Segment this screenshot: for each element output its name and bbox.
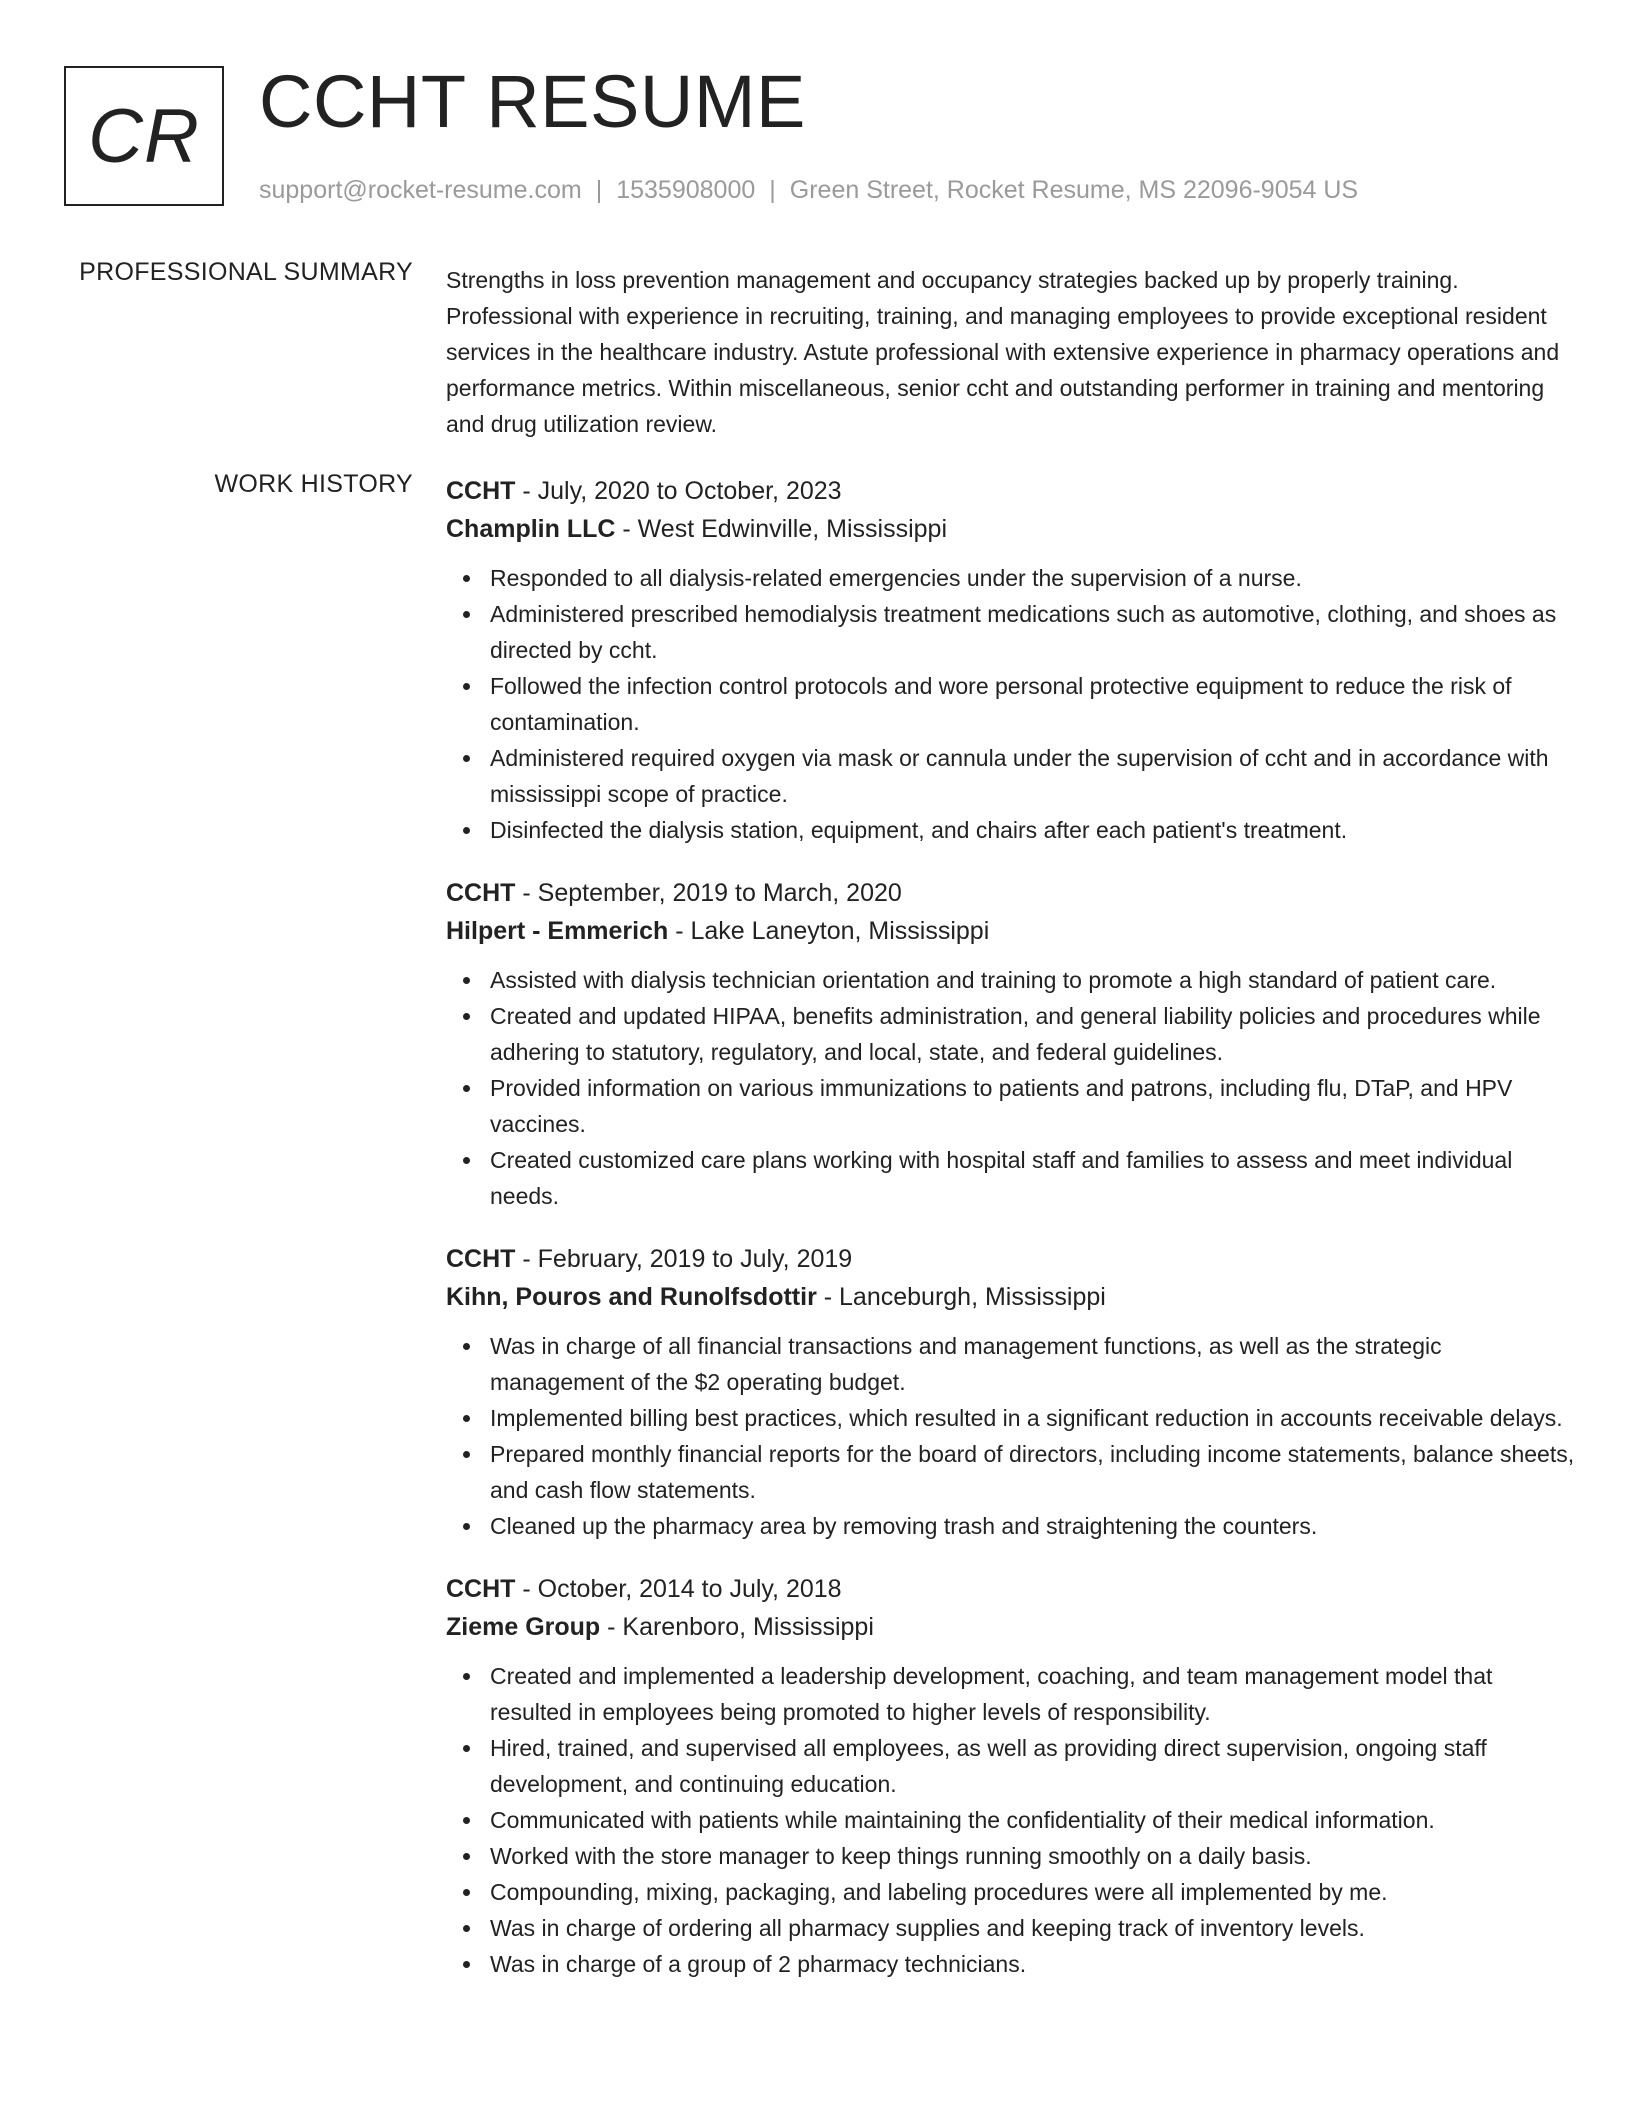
job-bullets — [446, 1328, 1576, 1544]
job-bullet: Implemented billing best practices, which resulted in a significant reduction in accounts receivable delays. — [446, 1400, 1576, 1436]
job-bullet: Provided information on various immunizations to patients and patrons, including flu, DTaP, and HPV vaccines. — [446, 1070, 1576, 1142]
summary-section-label: PROFESSIONAL SUMMARY — [79, 258, 413, 286]
job-bullet: Administered required oxygen via mask or cannula under the supervision of ccht and in accordance with mississippi scope of practice. — [446, 740, 1576, 812]
job-bullet: Compounding, mixing, packaging, and labeling procedures were all implemented by me. — [446, 1874, 1576, 1910]
contact-phone: 1535908000 — [616, 176, 756, 204]
job-bullet: Responded to all dialysis-related emergencies under the supervision of a nurse. — [446, 560, 1576, 596]
job-bullet: Created and implemented a leadership development, coaching, and team management model that resulted in employees being promoted to higher levels of responsibility. — [446, 1658, 1576, 1730]
job-bullet: Worked with the store manager to keep things running smoothly on a daily basis. — [446, 1838, 1576, 1874]
job-bullets — [446, 1658, 1576, 1982]
job-bullet: Was in charge of all financial transactions and management functions, as well as the strategic management of the $2 operating budget. — [446, 1328, 1576, 1400]
job-title: CCHT — [446, 1575, 516, 1603]
job-bullet: Assisted with dialysis technician orientation and training to promote a high standard of patient care. — [446, 962, 1576, 998]
contact-separator: | — [595, 176, 603, 204]
job-title-line — [446, 1570, 1576, 1608]
job-bullet: Was in charge of a group of 2 pharmacy technicians. — [446, 1946, 1576, 1982]
job-dates: - October, 2014 to July, 2018 — [515, 1575, 842, 1603]
job-dates: - July, 2020 to October, 2023 — [515, 477, 842, 505]
job-company: Zieme Group — [446, 1613, 601, 1641]
job-bullet: Created customized care plans working with hospital staff and families to assess and meet individual needs. — [446, 1142, 1576, 1214]
resume-title: CCHT RESUME — [259, 60, 806, 143]
job-bullet: Administered prescribed hemodialysis treatment medications such as automotive, clothing, and shoes as directed by ccht. — [446, 596, 1576, 668]
job-bullet: Disinfected the dialysis station, equipment, and chairs after each patient's treatment. — [446, 812, 1576, 848]
job-bullet: Prepared monthly financial reports for the board of directors, including income statements, balance sheets, and cash flow statements. — [446, 1436, 1576, 1508]
contact-separator: | — [769, 176, 776, 204]
job-company-line — [446, 510, 1576, 548]
job-entry — [446, 874, 1576, 1214]
job-company-line — [446, 912, 1576, 950]
job-company: Kihn, Pouros and Runolfsdottir — [446, 1283, 817, 1311]
job-company: Hilpert - Emmerich — [446, 917, 669, 945]
job-bullet: Was in charge of ordering all pharmacy supplies and keeping track of inventory levels. — [446, 1910, 1576, 1946]
job-title: CCHT — [446, 879, 516, 907]
contact-email: support@rocket-resume.com — [259, 176, 582, 204]
job-title: CCHT — [446, 477, 516, 505]
job-bullet: Followed the infection control protocols and wore personal protective equipment to reduce the risk of contamination. — [446, 668, 1576, 740]
job-location: - Karenboro, Mississippi — [600, 1613, 874, 1641]
job-entry — [446, 1570, 1576, 1982]
job-location: - Lanceburgh, Mississippi — [816, 1283, 1106, 1311]
job-bullet: Communicated with patients while maintaining the confidentiality of their medical information. — [446, 1802, 1576, 1838]
monogram-logo: CR — [64, 66, 224, 206]
job-title-line — [446, 472, 1576, 510]
job-company-line — [446, 1608, 1576, 1646]
job-dates: - September, 2019 to March, 2020 — [515, 879, 902, 907]
work-history-section-label: WORK HISTORY — [214, 470, 413, 498]
job-bullets — [446, 560, 1576, 848]
summary-text: Strengths in loss prevention management and occupancy strategies backed up by properly training. Professional with experience in recruiting, training, and managing employees to provide exceptional resident services in the healthcare industry. Astute professional with extensive experience in pharmacy operations and performance metrics. Within miscellaneous, senior ccht and outstanding performer in training and mentoring and drug utilization review. — [446, 267, 1560, 437]
job-bullet: Hired, trained, and supervised all employees, as well as providing direct supervision, ongoing staff development, and continuing education. — [446, 1730, 1576, 1802]
contact-line — [259, 174, 1358, 206]
job-location: - Lake Laneyton, Mississippi — [668, 917, 990, 945]
job-location: - West Edwinville, Mississippi — [615, 515, 947, 543]
contact-address: Green Street, Rocket Resume, MS 22096-9054 US — [789, 176, 1359, 204]
job-entry — [446, 472, 1576, 848]
job-bullet: Created and updated HIPAA, benefits administration, and general liability policies and procedures while adhering to statutory, regulatory, and local, state, and federal guidelines. — [446, 998, 1576, 1070]
job-title: CCHT — [446, 1245, 516, 1273]
job-bullet: Cleaned up the pharmacy area by removing trash and straightening the counters. — [446, 1508, 1576, 1544]
job-dates: - February, 2019 to July, 2019 — [515, 1245, 853, 1273]
work-history-list — [446, 472, 1576, 2008]
job-entry — [446, 1240, 1576, 1544]
job-company: Champlin LLC — [446, 515, 616, 543]
job-company-line — [446, 1278, 1576, 1316]
job-title-line — [446, 874, 1576, 912]
job-title-line — [446, 1240, 1576, 1278]
job-bullets — [446, 962, 1576, 1214]
